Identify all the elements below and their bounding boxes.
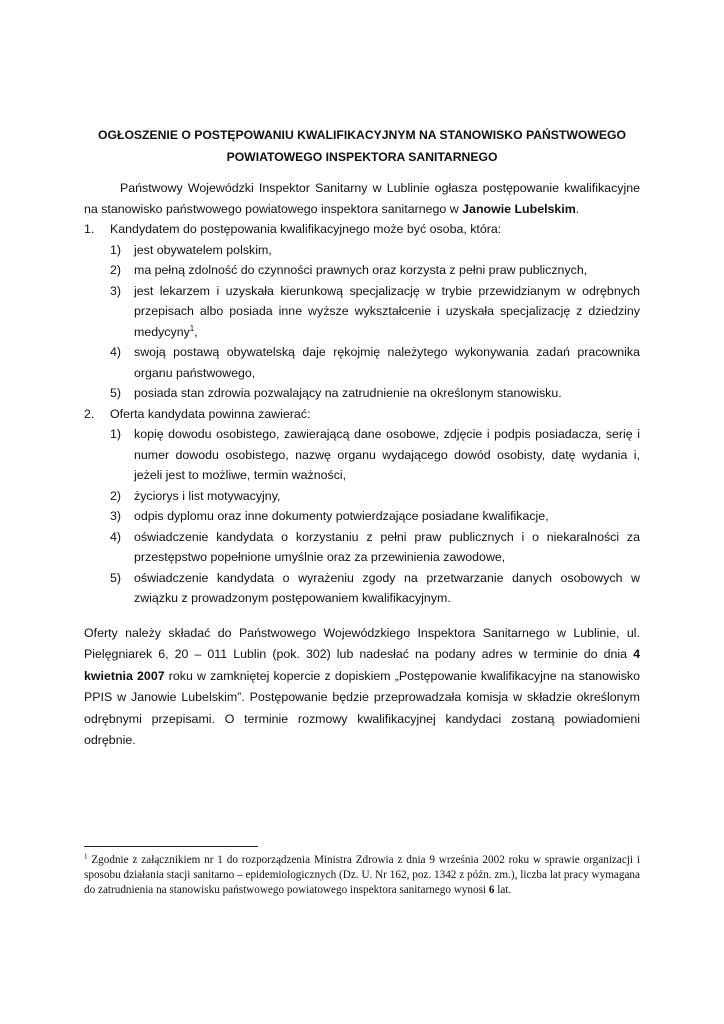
section-1-list xyxy=(84,240,640,404)
footnote-years: 6 xyxy=(488,883,495,896)
list-item-number: 1) xyxy=(110,427,122,441)
document-body xyxy=(84,178,640,752)
list-item-end: , xyxy=(194,324,198,339)
list-item-number: 3) xyxy=(110,283,122,298)
list-item-number: 5) xyxy=(110,570,122,585)
list-item-number: 4) xyxy=(110,345,122,359)
list-item-text: oświadczenie kandydata o korzystaniu z pełni praw publicznych i o niekaralności za przestępstwo popełnione umyślnie oraz za przewinienia zawodowe, xyxy=(134,529,640,564)
list-item-number: 2) xyxy=(110,488,122,503)
intro-paragraph xyxy=(84,178,640,219)
list-item xyxy=(84,506,640,527)
page-title xyxy=(84,124,640,168)
list-item-text: życiorys i list motywacyjny, xyxy=(134,488,281,503)
section-2-heading: Oferta kandydata powinna zawierać: xyxy=(110,406,311,421)
list-item xyxy=(84,424,640,486)
offer-text-2: roku w zamkniętej kopercie z dopiskiem „Postępowanie kwalifikacyjne na stanowisko PPIS w Janowie Lubelskim”. Postępowanie będzie przeprowadzała komisja w składzie określonym odrębnymi przepisami. O terminie rozmowy kwalifikacyjnej kandydaci zostaną powiadomieni odrębnie. xyxy=(84,668,640,747)
list-item-text: ma pełną zdolność do czynności prawnych oraz korzysta z pełni praw publicznych, xyxy=(134,263,588,277)
section-1-heading: Kandydatem do postępowania kwalifikacyjnego może być osoba, która: xyxy=(110,222,502,236)
list-item xyxy=(84,260,640,281)
offer-text-1: Oferty należy składać do Państwowego Wojewódzkiego Inspektora Sanitarnego w Lublinie, ul. Pielęgniarek 6, 20 – 011 Lublin (pok. 302) lub nadesłać na podany adres w terminie do dnia xyxy=(84,625,640,661)
list-item xyxy=(84,281,640,343)
footnote-reference[interactable]: 1 xyxy=(189,323,195,333)
footnote-mark: 1 xyxy=(84,852,88,861)
footnote-text: Zgodnie z załącznikiem nr 1 do rozporządzenia Ministra Zdrowia z dnia 9 września 2002 roku w sprawie organizacji i sposobu działania stacji sanitarno – epidemiologicznych (Dz. U. Nr 162, poz. 1342 z późn. zm.), liczba lat pracy wymagana do zatrudnienia na stanowisku państwowego powiatowego inspektora sanitarnego wynosi xyxy=(84,854,640,896)
intro-end: . xyxy=(575,201,580,216)
list-item-text: oświadczenie kandydata o wyrażeniu zgody na przetwarzanie danych osobowych w związku z prowadzonym postępowaniem kwalifikacyjnym. xyxy=(134,570,640,605)
list-item-text: odpis dyplomu oraz inne dokumenty potwierdzające posiadane kwalifikacje, xyxy=(134,509,549,523)
offer-deadline: 4 kwietnia 2007 xyxy=(84,647,640,683)
list-item-text: swoją postawą obywatelską daje rękojmię należytego wykonywania zadań pracownika organu państwowego, xyxy=(134,345,640,380)
list-item-number: 3) xyxy=(110,509,122,523)
footnote-end: lat. xyxy=(494,883,512,896)
section-1-number: 1. xyxy=(84,222,95,236)
offer-paragraph xyxy=(84,623,640,752)
list-item-text: kopię dowodu osobistego, zawierającą dane osobowe, zdjęcie i podpis posiadacza, serię i numer dowodu osobistego, nazwę organu wydającego dowód osobisty, datę wydania i, jeżeli jest to możliwe, termin ważności, xyxy=(134,427,640,482)
list-item-number: 2) xyxy=(110,263,122,277)
title-line-2: POWIATOWEGO INSPEKTORA SANITARNEGO xyxy=(226,150,498,164)
list-item xyxy=(84,486,640,507)
footnote-divider xyxy=(84,846,258,847)
section-1 xyxy=(84,219,640,240)
intro-text: Państwowy Wojewódzki Inspektor Sanitarny w Lublinie ogłasza postępowanie kwalifikacyjne na stanowisko państwowego powiatowego inspektora sanitarnego w xyxy=(84,181,640,216)
list-item-text: jest obywatelem polskim, xyxy=(134,242,272,257)
section-2-list xyxy=(84,424,640,609)
list-item xyxy=(84,383,640,404)
list-item-number: 5) xyxy=(110,386,122,400)
list-item-text: posiada stan zdrowia pozwalający na zatrudnienie na określonym stanowisku. xyxy=(134,386,562,400)
footnote xyxy=(84,853,640,897)
list-item-number: 1) xyxy=(110,242,122,257)
list-item-text: jest lekarzem i uzyskała kierunkową specjalizację w trybie przewidzianym w odrębnych przepisach albo posiada inne wyższe wykształcenie i uzyskała specjalizację z dziedziny medycyny xyxy=(134,283,640,339)
section-2-number: 2. xyxy=(84,406,95,421)
intro-place: Janowie Lubelskim xyxy=(462,201,576,216)
title-line-1: OGŁOSZENIE O POSTĘPOWANIU KWALIFIKACYJNYM NA STANOWISKO PAŃSTWOWEGO xyxy=(98,128,626,142)
list-item xyxy=(84,342,640,383)
list-item xyxy=(84,240,640,261)
list-item xyxy=(84,527,640,568)
list-item-number: 4) xyxy=(110,529,122,544)
section-2 xyxy=(84,404,640,425)
list-item xyxy=(84,568,640,609)
